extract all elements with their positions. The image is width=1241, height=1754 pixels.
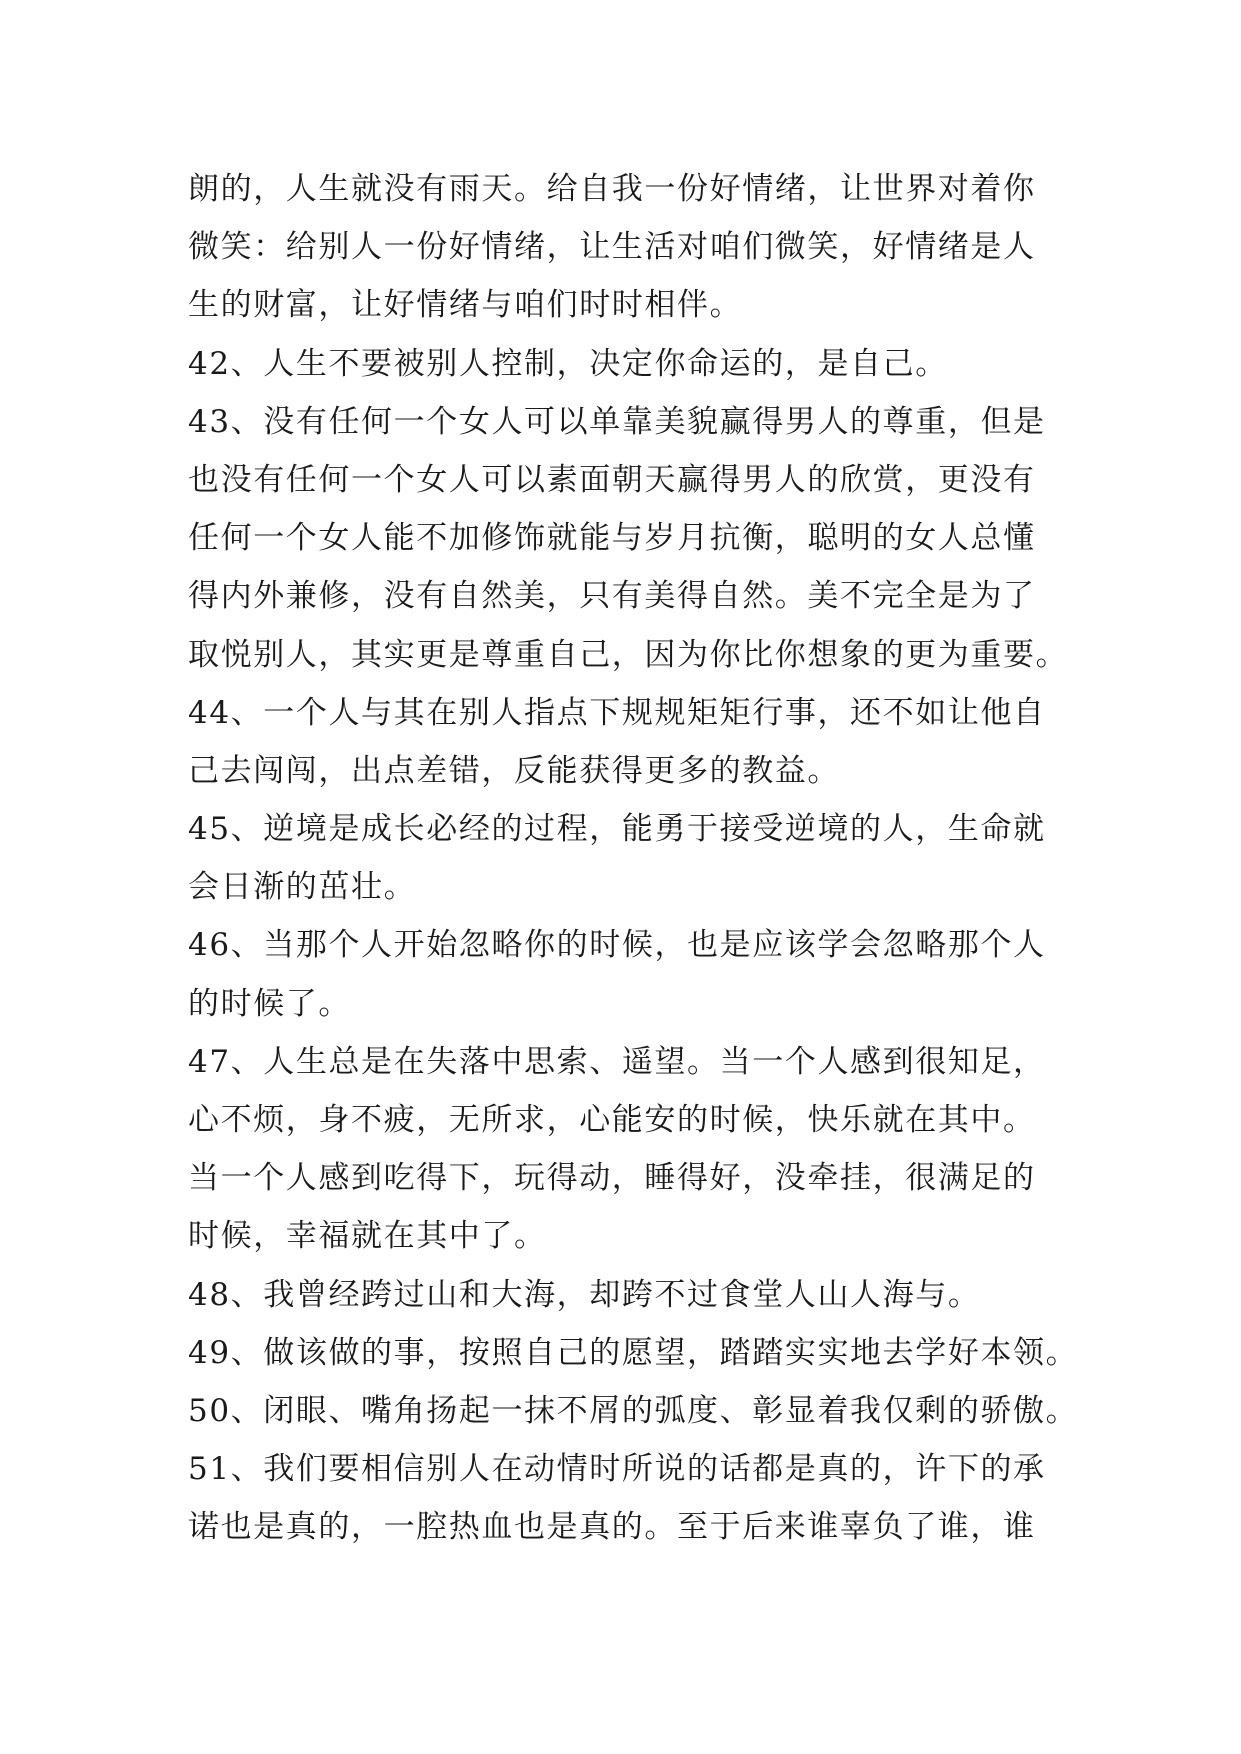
text-line: 时候，幸福就在其中了。 [188,1218,547,1255]
text-line: 己去闯闯，出点差错，反能获得更多的教益。 [188,752,840,789]
text-line: 51、我们要相信别人在动情时所说的话都是真的，许下的承 [188,1451,1046,1488]
text-line: 心不烦，身不疲，无所求，心能安的时候，快乐就在其中。 [188,1102,1036,1138]
document-page [188,160,1079,1557]
text-line: 会日渐的茁壮。 [188,869,417,906]
text-line: 朗的，人生就没有雨天。给自我一份好情绪，让世界对着你 [188,171,1036,207]
text-line: 当一个人感到吃得下，玩得动，睡得好，没牵挂，很满足的 [188,1160,1036,1197]
text-line: 的时候了。 [188,985,351,1022]
text-line: 45、逆境是成长必经的过程，能勇于接受逆境的人，生命就 [188,811,1046,848]
text-line: 42、人生不要被别人控制，决定你命运的，是自己。 [188,345,948,382]
text-line: 47、人生总是在失落中思索、遥望。当一个人感到很知足， [188,1043,1046,1080]
text-line: 任何一个女人能不加修饰就能与岁月抗衡，聪明的女人总懂 [188,520,1036,557]
text-line: 50、闭眼、嘴角扬起一抹不屑的弧度、彰显着我仅剩的骄傲。 [188,1392,1079,1429]
text-line: 也没有任何一个女人可以素面朝天赢得男人的欣赏，更没有 [188,461,1036,498]
text-line: 取悦别人，其实更是尊重自己，因为你比你想象的更为重要。 [188,636,1069,673]
text-line: 微笑：给别人一份好情绪，让生活对咱们微笑，好情绪是人 [188,229,1036,266]
text-line: 生的财富，让好情绪与咱们时时相伴。 [188,287,743,324]
text-line: 43、没有任何一个女人可以单靠美貌赢得男人的尊重，但是 [188,403,1046,440]
text-line: 得内外兼修，没有自然美，只有美得自然。美不完全是为了 [188,578,1036,615]
text-line: 49、做该做的事，按照自己的愿望，踏踏实实地去学好本领。 [188,1334,1079,1371]
text-line: 诺也是真的，一腔热血也是真的。至于后来谁辜负了谁，谁 [188,1509,1036,1546]
text-line: 44、一个人与其在别人指点下规规矩矩行事，还不如让他自 [188,694,1046,731]
text-line: 48、我曾经跨过山和大海，却跨不过食堂人山人海与。 [188,1276,981,1313]
text-line: 46、当那个人开始忽略你的时候，也是应该学会忽略那个人 [188,927,1046,964]
